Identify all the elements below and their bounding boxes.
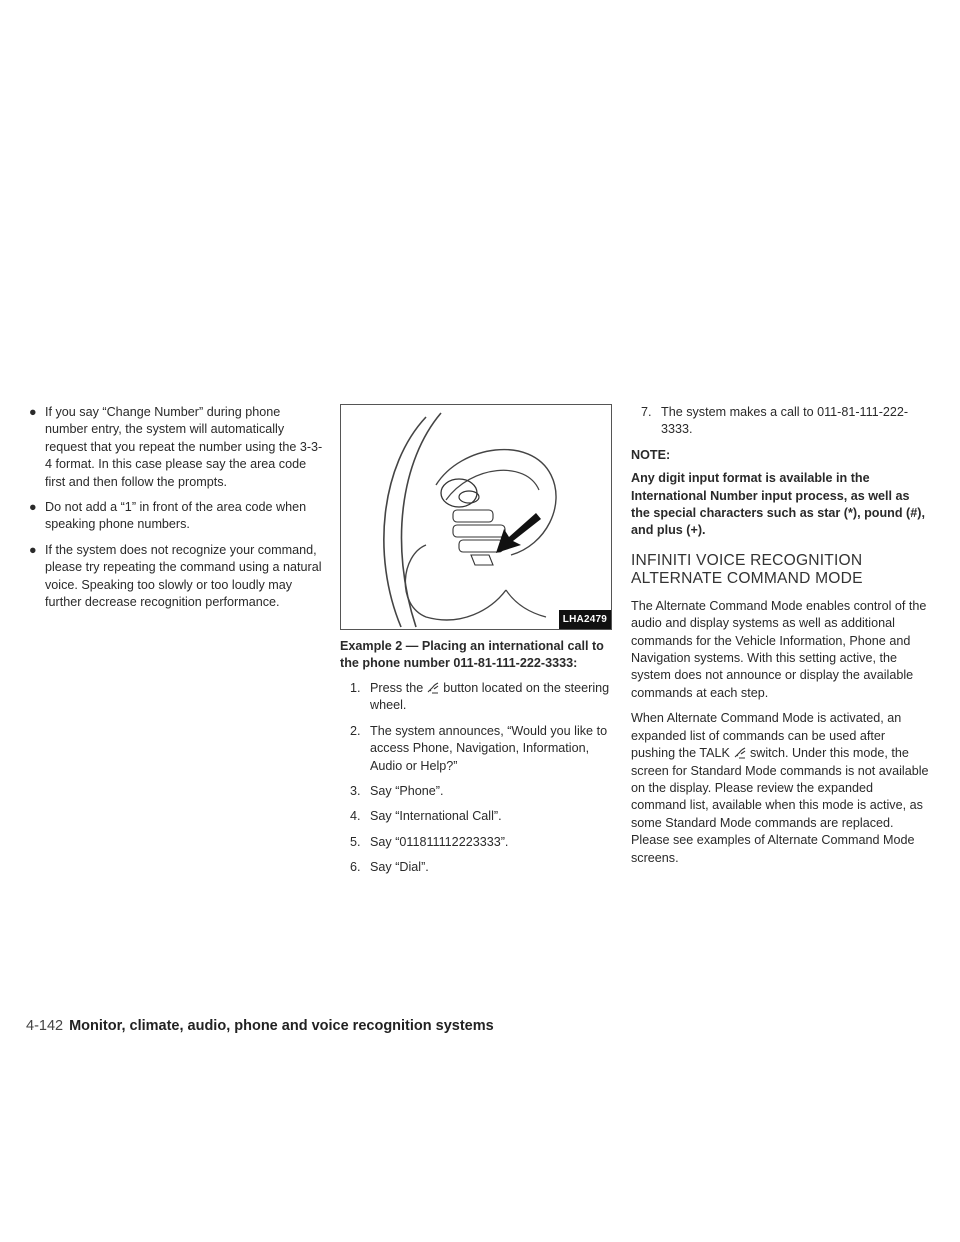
step-3 bbox=[340, 783, 612, 800]
column-left bbox=[26, 404, 324, 619]
bullet-marker: ● bbox=[29, 500, 37, 515]
bullet-recognition bbox=[26, 542, 324, 612]
step-text: Say “Dial”. bbox=[370, 860, 429, 875]
step-text: The system announces, “Would you like to access Phone, Navigation, Information, Audio or Help?” bbox=[370, 723, 608, 773]
step-text: The system makes a call to 011-81-111-222-3333. bbox=[661, 405, 909, 437]
page-footer bbox=[26, 1018, 494, 1034]
bullet-change-number bbox=[26, 404, 324, 491]
steering-wheel-figure bbox=[340, 404, 612, 630]
section-heading bbox=[631, 552, 931, 588]
step-1 bbox=[340, 680, 612, 715]
page-number: 4-142 bbox=[26, 1018, 64, 1034]
bullet-text: If the system does not recognize your command, please try repeating the command using a natural voice. Speaking too slowly or too loudly may further decrease recognition performance. bbox=[45, 542, 322, 610]
step-text: Say “011811112223333”. bbox=[370, 834, 509, 849]
talk-voice-icon bbox=[733, 746, 747, 759]
step-2 bbox=[340, 723, 612, 775]
step-text-before: Press the bbox=[370, 681, 424, 695]
column-middle bbox=[340, 404, 612, 885]
step-5 bbox=[340, 834, 612, 851]
figure-label: LHA2479 bbox=[559, 610, 611, 629]
paragraph-alternate-mode: The Alternate Command Mode enables control of the audio and display systems as well as additional commands for the Vehicle Information, Phone and Navigation systems. With this setting active, the system does not announce or display the available commands at each step. bbox=[631, 598, 927, 700]
note-body: Any digit input format is available in the International Number input process, as well as the special characters such as star (*), pound (#), and plus (+). bbox=[631, 471, 925, 538]
bullet-area-code bbox=[26, 499, 324, 534]
step-text-after: button located on the steering wheel. bbox=[370, 681, 610, 713]
footer-section-title: Monitor, climate, audio, phone and voice recognition systems bbox=[69, 1018, 494, 1034]
step-number: 6. bbox=[350, 860, 361, 875]
step-text: Say “Phone”. bbox=[370, 784, 444, 799]
section-heading-line-2: ALTERNATE COMMAND MODE bbox=[631, 569, 863, 587]
bullet-text: If you say “Change Number” during phone number entry, the system will automatically request that you repeat the number using the 3-3-4 format. In this case please say the area code first and then follow the prompts. bbox=[45, 405, 323, 489]
step-4 bbox=[340, 808, 612, 825]
paragraph-text-before: When Alternate Command Mode is activated, an expanded list of commands can be used after pushing the TALK bbox=[631, 711, 902, 761]
example-title: Example 2 — Placing an international call to the phone number 011-81-111-222-3333: bbox=[340, 639, 604, 670]
step-text: Say “International Call”. bbox=[370, 809, 502, 824]
step-7 bbox=[631, 404, 931, 439]
step-number: 3. bbox=[350, 784, 361, 799]
paragraph-text-after: switch. Under this mode, the screen for Standard Mode commands is not available on the display. Please review the expanded command list, available when this mode is active, as some Standard Mode commands are replaced. Please see examples of Alternate Command Mode screens. bbox=[631, 746, 929, 865]
talk-voice-icon bbox=[426, 681, 440, 694]
section-heading-line-1: INFINITI VOICE RECOGNITION bbox=[631, 551, 863, 569]
note-title: NOTE: bbox=[631, 447, 671, 462]
paragraph-expanded-commands bbox=[631, 710, 931, 867]
bullet-marker: ● bbox=[29, 542, 37, 557]
step-number: 7. bbox=[641, 405, 652, 419]
step-6 bbox=[340, 859, 612, 876]
step-number: 2. bbox=[350, 723, 361, 738]
bullet-marker: ● bbox=[29, 405, 37, 419]
step-number: 5. bbox=[350, 834, 361, 849]
bullet-text: Do not add a “1” in front of the area code when speaking phone numbers. bbox=[45, 500, 307, 532]
step-number: 1. bbox=[350, 681, 361, 695]
column-right bbox=[631, 404, 931, 875]
step-number: 4. bbox=[350, 809, 361, 824]
steering-wheel-switch-illustration bbox=[341, 405, 611, 629]
